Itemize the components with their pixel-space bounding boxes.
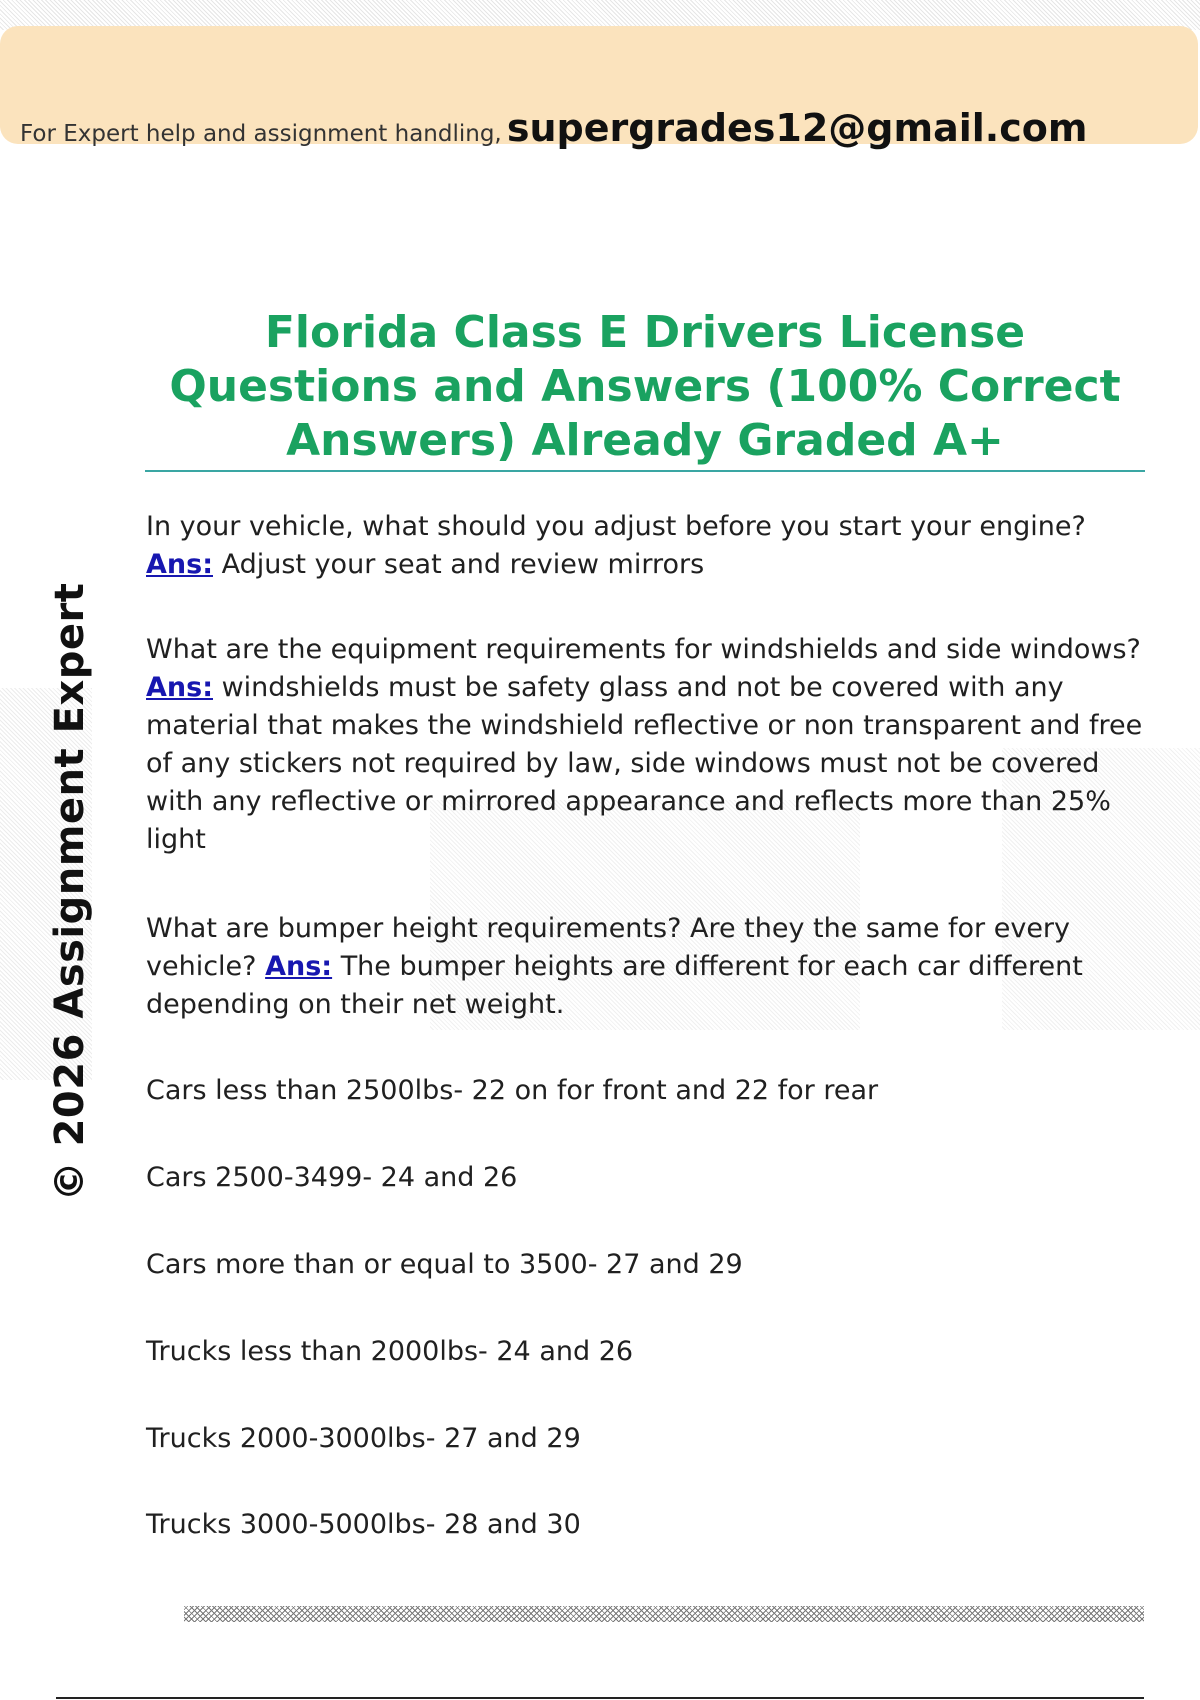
bumper-line: Cars less than 2500lbs- 22 on for front and 22 for rear	[146, 1075, 879, 1106]
promo-banner	[0, 26, 1198, 150]
footer-zigzag-divider	[184, 1606, 1144, 1622]
answer-label[interactable]: Ans:	[146, 672, 213, 703]
title-underline	[145, 470, 1145, 472]
bumper-line: Cars more than or equal to 3500- 27 and 29	[146, 1249, 743, 1280]
banner-email[interactable]: supergrades12@gmail.com	[506, 106, 1088, 150]
bumper-line: Trucks 2000-3000lbs- 27 and 29	[146, 1423, 581, 1454]
qa-item-1	[146, 508, 1146, 584]
answer-label[interactable]: Ans:	[265, 951, 333, 982]
document-title: Florida Class E Drivers License Questions and Answers (100% Correct Answers) Already Graded A+	[169, 307, 1121, 466]
answer-text: windshields must be safety glass and not be covered with any material that makes the windshield reflective or non transparent and free of any stickers not required by law, side windows must not be covered with any reflective or mirrored appearance and reflects more than 25% light	[146, 672, 1143, 855]
watermark-text: © 2026 Assignment Expert	[47, 582, 93, 1202]
bottom-rule	[56, 1697, 1144, 1699]
bumper-line: Trucks less than 2000lbs- 24 and 26	[146, 1336, 634, 1367]
answer-label[interactable]: Ans:	[146, 549, 213, 580]
qa-item-2	[146, 631, 1146, 859]
bumper-line: Trucks 3000-5000lbs- 28 and 30	[146, 1509, 581, 1540]
answer-text: The bumper heights are different for each car different depending on their net weight.	[146, 951, 1083, 1020]
bumper-line: Cars 2500-3499- 24 and 26	[146, 1162, 518, 1193]
question-text: What are the equipment requirements for windshields and side windows?	[146, 634, 1141, 665]
banner-text	[20, 106, 1087, 150]
answer-text: Adjust your seat and review mirrors	[221, 549, 705, 580]
question-text: In your vehicle, what should you adjust before you start your engine?	[146, 511, 1086, 542]
qa-item-3	[146, 910, 1146, 1024]
banner-prefix: For Expert help and assignment handling,	[20, 121, 502, 147]
question-text: What are bumper height requirements? Are they the same for every vehicle?	[146, 913, 1071, 982]
